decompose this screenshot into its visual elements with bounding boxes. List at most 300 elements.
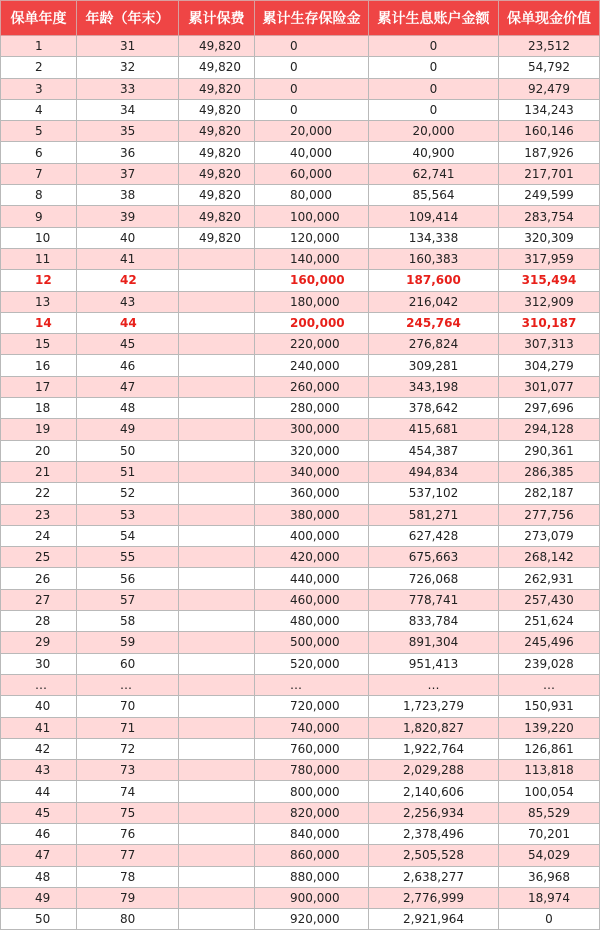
cell-cumulative-interest-account: 627,428 (369, 525, 499, 546)
table-row (1, 866, 600, 887)
cell-cash-value: 307,313 (499, 334, 600, 355)
cell-policy-year: 14 (1, 312, 77, 333)
cell-cumulative-survival-benefit: 100,000 (255, 206, 369, 227)
cell-cumulative-survival-benefit: 320,000 (255, 440, 369, 461)
cell-policy-year: 2 (1, 57, 77, 78)
cell-cumulative-interest-account: 778,741 (369, 589, 499, 610)
cell-cash-value: 294,128 (499, 419, 600, 440)
cell-cumulative-survival-benefit: 0 (255, 57, 369, 78)
cell-policy-year: 29 (1, 632, 77, 653)
cell-cumulative-survival-benefit: 0 (255, 78, 369, 99)
cell-age: 71 (77, 717, 179, 738)
table-row (1, 248, 600, 269)
cell-cumulative-premium: 49,820 (179, 185, 255, 206)
table-row (1, 568, 600, 589)
cell-cumulative-premium (179, 440, 255, 461)
cell-policy-year: 8 (1, 185, 77, 206)
cell-cumulative-interest-account: … (369, 674, 499, 695)
table-body (1, 36, 600, 930)
header-cumulative-survival-benefit: 累计生存保险金 (255, 1, 369, 36)
cell-cumulative-premium (179, 483, 255, 504)
cell-age: 60 (77, 653, 179, 674)
cell-cumulative-premium (179, 909, 255, 930)
table-row (1, 653, 600, 674)
header-policy-year: 保单年度 (1, 1, 77, 36)
cell-cumulative-survival-benefit: 420,000 (255, 547, 369, 568)
cell-cumulative-premium (179, 525, 255, 546)
cell-cumulative-survival-benefit: 120,000 (255, 227, 369, 248)
cell-cash-value: 277,756 (499, 504, 600, 525)
cell-cumulative-premium: 49,820 (179, 99, 255, 120)
cell-age: 51 (77, 461, 179, 482)
cell-cumulative-interest-account: 0 (369, 99, 499, 120)
table-row (1, 227, 600, 248)
table-row (1, 78, 600, 99)
table-row (1, 674, 600, 695)
cell-cumulative-survival-benefit: 220,000 (255, 334, 369, 355)
cell-cash-value: 320,309 (499, 227, 600, 248)
cell-policy-year: 40 (1, 696, 77, 717)
cell-cumulative-survival-benefit: 160,000 (255, 270, 369, 291)
table-row (1, 121, 600, 142)
cell-cumulative-interest-account: 245,764 (369, 312, 499, 333)
cell-cumulative-premium (179, 845, 255, 866)
table-row (1, 696, 600, 717)
cell-cash-value: 92,479 (499, 78, 600, 99)
cell-cash-value: 239,028 (499, 653, 600, 674)
cell-cumulative-premium (179, 248, 255, 269)
cell-cash-value: 282,187 (499, 483, 600, 504)
cell-cash-value: 317,959 (499, 248, 600, 269)
cell-age: 35 (77, 121, 179, 142)
cell-cumulative-premium (179, 291, 255, 312)
cell-age: 45 (77, 334, 179, 355)
cell-cash-value: 126,861 (499, 738, 600, 759)
cell-policy-year: … (1, 674, 77, 695)
cell-cumulative-survival-benefit: 820,000 (255, 802, 369, 823)
table-row (1, 504, 600, 525)
cell-cumulative-survival-benefit: 280,000 (255, 398, 369, 419)
cell-cumulative-interest-account: 1,922,764 (369, 738, 499, 759)
cell-cumulative-premium: 49,820 (179, 227, 255, 248)
cell-cumulative-survival-benefit: 60,000 (255, 163, 369, 184)
cell-cumulative-survival-benefit: 0 (255, 36, 369, 57)
cell-cash-value: 257,430 (499, 589, 600, 610)
table-row (1, 57, 600, 78)
cell-cash-value: 301,077 (499, 376, 600, 397)
header-row (1, 1, 600, 36)
cell-cumulative-interest-account: 187,600 (369, 270, 499, 291)
cell-cumulative-interest-account: 0 (369, 36, 499, 57)
cell-age: 78 (77, 866, 179, 887)
table-row (1, 632, 600, 653)
cell-cash-value: 290,361 (499, 440, 600, 461)
table-row (1, 611, 600, 632)
cell-cumulative-survival-benefit: 500,000 (255, 632, 369, 653)
cell-cumulative-premium (179, 312, 255, 333)
cell-policy-year: 17 (1, 376, 77, 397)
cell-age: 52 (77, 483, 179, 504)
cell-cumulative-interest-account: 581,271 (369, 504, 499, 525)
cell-age: 50 (77, 440, 179, 461)
cell-policy-year: 24 (1, 525, 77, 546)
cell-cumulative-interest-account: 1,820,827 (369, 717, 499, 738)
cell-age: 31 (77, 36, 179, 57)
cell-cumulative-interest-account: 2,638,277 (369, 866, 499, 887)
cell-age: 34 (77, 99, 179, 120)
cell-age: 70 (77, 696, 179, 717)
cell-cumulative-interest-account: 276,824 (369, 334, 499, 355)
cell-cumulative-interest-account: 833,784 (369, 611, 499, 632)
table-row (1, 36, 600, 57)
cell-policy-year: 42 (1, 738, 77, 759)
cell-policy-year: 46 (1, 823, 77, 844)
cell-cumulative-interest-account: 134,338 (369, 227, 499, 248)
cell-cumulative-premium: 49,820 (179, 206, 255, 227)
table-row (1, 738, 600, 759)
cell-cash-value: 286,385 (499, 461, 600, 482)
cell-cumulative-interest-account: 0 (369, 78, 499, 99)
cell-cumulative-survival-benefit: 400,000 (255, 525, 369, 546)
table-header (1, 1, 600, 36)
cell-age: 36 (77, 142, 179, 163)
cell-policy-year: 4 (1, 99, 77, 120)
cell-age: 54 (77, 525, 179, 546)
cell-cumulative-interest-account: 216,042 (369, 291, 499, 312)
cell-cumulative-interest-account: 2,256,934 (369, 802, 499, 823)
cell-cumulative-survival-benefit: 860,000 (255, 845, 369, 866)
cell-cumulative-premium: 49,820 (179, 142, 255, 163)
cell-age: 44 (77, 312, 179, 333)
cell-policy-year: 9 (1, 206, 77, 227)
cell-age: 77 (77, 845, 179, 866)
cell-cumulative-premium: 49,820 (179, 57, 255, 78)
cell-age: 56 (77, 568, 179, 589)
cell-age: 57 (77, 589, 179, 610)
cell-cash-value: 297,696 (499, 398, 600, 419)
cell-cumulative-survival-benefit: 360,000 (255, 483, 369, 504)
cell-age: 49 (77, 419, 179, 440)
cell-cash-value: 100,054 (499, 781, 600, 802)
cell-cumulative-premium (179, 802, 255, 823)
cell-policy-year: 11 (1, 248, 77, 269)
cell-cumulative-survival-benefit: 880,000 (255, 866, 369, 887)
cell-cumulative-premium (179, 674, 255, 695)
cell-cumulative-interest-account: 494,834 (369, 461, 499, 482)
table-row (1, 355, 600, 376)
table-row (1, 312, 600, 333)
cell-cumulative-survival-benefit: 780,000 (255, 760, 369, 781)
cell-age: 59 (77, 632, 179, 653)
cell-cash-value: 70,201 (499, 823, 600, 844)
cell-cumulative-survival-benefit: 760,000 (255, 738, 369, 759)
cell-policy-year: 19 (1, 419, 77, 440)
cell-cumulative-survival-benefit: 140,000 (255, 248, 369, 269)
cell-policy-year: 10 (1, 227, 77, 248)
cell-cumulative-premium: 49,820 (179, 163, 255, 184)
cell-policy-year: 21 (1, 461, 77, 482)
table-row (1, 376, 600, 397)
cell-age: 40 (77, 227, 179, 248)
cell-cumulative-premium (179, 589, 255, 610)
cell-age: 73 (77, 760, 179, 781)
table-row (1, 760, 600, 781)
cell-cumulative-survival-benefit: 900,000 (255, 887, 369, 908)
table-row (1, 163, 600, 184)
cell-cash-value: 249,599 (499, 185, 600, 206)
table-row (1, 483, 600, 504)
table-row (1, 185, 600, 206)
cell-cumulative-interest-account: 2,029,288 (369, 760, 499, 781)
cell-cash-value: 0 (499, 909, 600, 930)
table-row (1, 717, 600, 738)
cell-policy-year: 3 (1, 78, 77, 99)
cell-cumulative-interest-account: 415,681 (369, 419, 499, 440)
cell-cumulative-premium (179, 334, 255, 355)
cell-cumulative-survival-benefit: 460,000 (255, 589, 369, 610)
cell-cash-value: 150,931 (499, 696, 600, 717)
cell-cumulative-premium (179, 398, 255, 419)
table-row (1, 206, 600, 227)
cell-cumulative-premium (179, 781, 255, 802)
cell-cumulative-survival-benefit: 260,000 (255, 376, 369, 397)
cell-age: 48 (77, 398, 179, 419)
cell-age: 80 (77, 909, 179, 930)
cell-cumulative-survival-benefit: 20,000 (255, 121, 369, 142)
cell-cumulative-premium: 49,820 (179, 78, 255, 99)
cell-age: 37 (77, 163, 179, 184)
table-row (1, 440, 600, 461)
cell-policy-year: 45 (1, 802, 77, 823)
table-row (1, 823, 600, 844)
cell-cumulative-premium (179, 738, 255, 759)
cell-cumulative-premium (179, 823, 255, 844)
cell-age: 76 (77, 823, 179, 844)
cell-cumulative-premium (179, 547, 255, 568)
cell-policy-year: 27 (1, 589, 77, 610)
cell-cumulative-premium: 49,820 (179, 121, 255, 142)
cell-age: 47 (77, 376, 179, 397)
cell-cumulative-interest-account: 675,663 (369, 547, 499, 568)
cell-cash-value: 113,818 (499, 760, 600, 781)
cell-cash-value: 283,754 (499, 206, 600, 227)
header-age: 年龄（年末） (77, 1, 179, 36)
cell-cumulative-premium (179, 632, 255, 653)
cell-cash-value: 251,624 (499, 611, 600, 632)
cell-cumulative-survival-benefit: 40,000 (255, 142, 369, 163)
table-row (1, 525, 600, 546)
cell-age: 43 (77, 291, 179, 312)
table-row (1, 142, 600, 163)
cell-policy-year: 6 (1, 142, 77, 163)
cell-policy-year: 47 (1, 845, 77, 866)
cell-cumulative-survival-benefit: 200,000 (255, 312, 369, 333)
cell-cumulative-survival-benefit: 340,000 (255, 461, 369, 482)
cell-cumulative-interest-account: 378,642 (369, 398, 499, 419)
cell-cash-value: 262,931 (499, 568, 600, 589)
cell-cumulative-survival-benefit: 840,000 (255, 823, 369, 844)
cell-policy-year: 22 (1, 483, 77, 504)
cell-policy-year: 16 (1, 355, 77, 376)
cell-policy-year: 50 (1, 909, 77, 930)
cell-age: … (77, 674, 179, 695)
cell-cumulative-premium (179, 355, 255, 376)
cell-cash-value: 54,792 (499, 57, 600, 78)
table-row (1, 99, 600, 120)
cell-policy-year: 23 (1, 504, 77, 525)
table-row (1, 547, 600, 568)
cell-cumulative-interest-account: 1,723,279 (369, 696, 499, 717)
cell-cumulative-premium (179, 376, 255, 397)
cell-policy-year: 49 (1, 887, 77, 908)
cell-cumulative-premium (179, 419, 255, 440)
cell-age: 46 (77, 355, 179, 376)
cell-age: 58 (77, 611, 179, 632)
cell-cumulative-premium (179, 568, 255, 589)
cell-cumulative-survival-benefit: 440,000 (255, 568, 369, 589)
cell-age: 74 (77, 781, 179, 802)
cell-policy-year: 28 (1, 611, 77, 632)
cell-cumulative-interest-account: 2,378,496 (369, 823, 499, 844)
cell-cumulative-interest-account: 2,140,606 (369, 781, 499, 802)
table-row (1, 398, 600, 419)
cell-cash-value: 245,496 (499, 632, 600, 653)
header-cumulative-premium: 累计保费 (179, 1, 255, 36)
cell-cumulative-interest-account: 2,776,999 (369, 887, 499, 908)
cell-policy-year: 20 (1, 440, 77, 461)
cell-cash-value: 36,968 (499, 866, 600, 887)
cell-cumulative-survival-benefit: 520,000 (255, 653, 369, 674)
cell-cumulative-premium (179, 653, 255, 674)
cell-cumulative-interest-account: 160,383 (369, 248, 499, 269)
table-row (1, 887, 600, 908)
cell-cumulative-interest-account: 343,198 (369, 376, 499, 397)
cell-policy-year: 13 (1, 291, 77, 312)
cell-cumulative-survival-benefit: 740,000 (255, 717, 369, 738)
header-cumulative-interest-account: 累计生息账户金额 (369, 1, 499, 36)
cell-policy-year: 18 (1, 398, 77, 419)
cell-age: 33 (77, 78, 179, 99)
cell-cash-value: … (499, 674, 600, 695)
table-row (1, 270, 600, 291)
cell-cumulative-interest-account: 951,413 (369, 653, 499, 674)
cell-policy-year: 41 (1, 717, 77, 738)
cell-cumulative-interest-account: 0 (369, 57, 499, 78)
cell-age: 72 (77, 738, 179, 759)
cell-cumulative-premium (179, 611, 255, 632)
cell-cash-value: 315,494 (499, 270, 600, 291)
cell-cash-value: 187,926 (499, 142, 600, 163)
cell-cumulative-interest-account: 62,741 (369, 163, 499, 184)
table-row (1, 291, 600, 312)
table-row (1, 781, 600, 802)
table-row (1, 461, 600, 482)
cell-cumulative-interest-account: 2,505,528 (369, 845, 499, 866)
cell-cumulative-interest-account: 2,921,964 (369, 909, 499, 930)
table-row (1, 334, 600, 355)
cell-policy-year: 1 (1, 36, 77, 57)
cell-cash-value: 85,529 (499, 802, 600, 823)
cell-cumulative-interest-account: 891,304 (369, 632, 499, 653)
cell-policy-year: 43 (1, 760, 77, 781)
cell-cumulative-interest-account: 85,564 (369, 185, 499, 206)
cell-cash-value: 54,029 (499, 845, 600, 866)
cell-cumulative-premium (179, 270, 255, 291)
cell-policy-year: 12 (1, 270, 77, 291)
cell-cumulative-survival-benefit: 180,000 (255, 291, 369, 312)
cell-cumulative-premium (179, 717, 255, 738)
cell-cash-value: 312,909 (499, 291, 600, 312)
cell-cumulative-premium (179, 887, 255, 908)
cell-age: 79 (77, 887, 179, 908)
cell-cash-value: 310,187 (499, 312, 600, 333)
cell-cash-value: 18,974 (499, 887, 600, 908)
cell-policy-year: 48 (1, 866, 77, 887)
table-row (1, 589, 600, 610)
cell-age: 38 (77, 185, 179, 206)
table-row (1, 909, 600, 930)
cell-cash-value: 304,279 (499, 355, 600, 376)
cell-cumulative-survival-benefit: 800,000 (255, 781, 369, 802)
cell-cumulative-premium: 49,820 (179, 36, 255, 57)
cell-cash-value: 139,220 (499, 717, 600, 738)
cell-policy-year: 44 (1, 781, 77, 802)
cell-cumulative-interest-account: 109,414 (369, 206, 499, 227)
cell-age: 41 (77, 248, 179, 269)
cell-cumulative-survival-benefit: 0 (255, 99, 369, 120)
table-row (1, 802, 600, 823)
cell-age: 32 (77, 57, 179, 78)
cell-cumulative-premium (179, 866, 255, 887)
cell-cumulative-interest-account: 40,900 (369, 142, 499, 163)
cell-cumulative-premium (179, 760, 255, 781)
cell-cumulative-interest-account: 537,102 (369, 483, 499, 504)
cell-cumulative-premium (179, 461, 255, 482)
cell-cumulative-survival-benefit: 240,000 (255, 355, 369, 376)
cell-cash-value: 268,142 (499, 547, 600, 568)
cell-policy-year: 15 (1, 334, 77, 355)
cell-cash-value: 23,512 (499, 36, 600, 57)
cell-cumulative-survival-benefit: 80,000 (255, 185, 369, 206)
cell-cumulative-interest-account: 454,387 (369, 440, 499, 461)
cell-cumulative-survival-benefit: 480,000 (255, 611, 369, 632)
cell-cumulative-survival-benefit: 380,000 (255, 504, 369, 525)
cell-cumulative-survival-benefit: 920,000 (255, 909, 369, 930)
cell-cumulative-survival-benefit: 720,000 (255, 696, 369, 717)
cell-policy-year: 30 (1, 653, 77, 674)
cell-cumulative-premium (179, 504, 255, 525)
cell-cumulative-premium (179, 696, 255, 717)
cell-cash-value: 273,079 (499, 525, 600, 546)
header-cash-value: 保单现金价值 (499, 1, 600, 36)
cell-cumulative-interest-account: 20,000 (369, 121, 499, 142)
cell-age: 53 (77, 504, 179, 525)
cell-policy-year: 25 (1, 547, 77, 568)
cell-cumulative-survival-benefit: … (255, 674, 369, 695)
table-row (1, 419, 600, 440)
cell-policy-year: 26 (1, 568, 77, 589)
cell-cumulative-interest-account: 309,281 (369, 355, 499, 376)
table-row (1, 845, 600, 866)
cell-age: 39 (77, 206, 179, 227)
cell-policy-year: 7 (1, 163, 77, 184)
cell-cumulative-interest-account: 726,068 (369, 568, 499, 589)
cell-cumulative-survival-benefit: 300,000 (255, 419, 369, 440)
cell-policy-year: 5 (1, 121, 77, 142)
cell-age: 55 (77, 547, 179, 568)
cell-cash-value: 160,146 (499, 121, 600, 142)
cell-cash-value: 134,243 (499, 99, 600, 120)
